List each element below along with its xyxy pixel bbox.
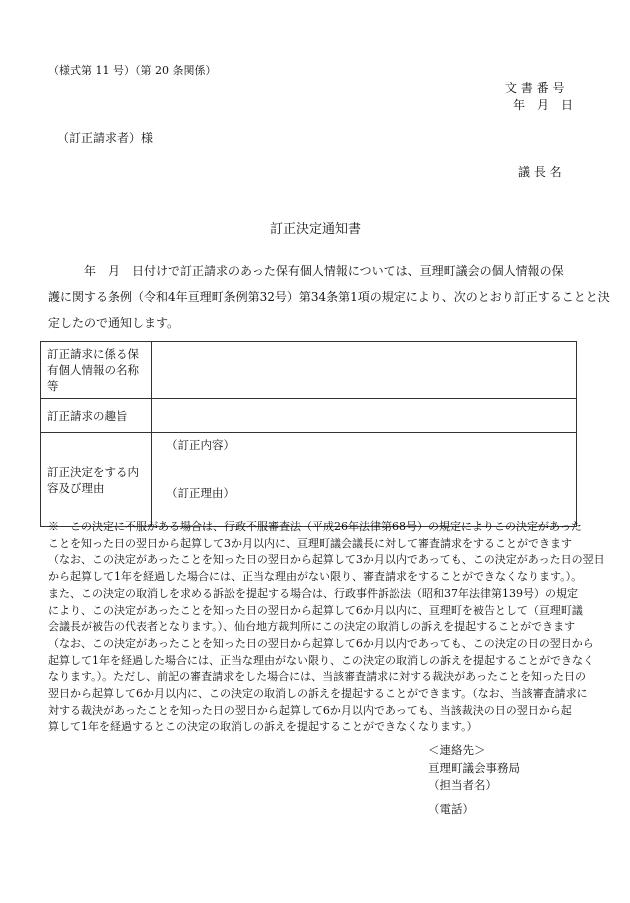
notice-line: 翌日から起算して6か月以内に、この決定の取消しの訴えを提起することができます。（なお、当該審査請求に — [48, 687, 588, 701]
notice-line: （なお、この決定があったことを知った日の翌日から起算して6か月以内であっても、この決定の日の翌日から — [48, 636, 594, 650]
label-line: 訂正決定をする内 — [47, 464, 139, 479]
correction-reason-label: （訂正理由） — [166, 486, 235, 500]
label-line: 有個人情報の名称 — [47, 363, 139, 377]
notice-line: から起算して1年を経過した場合には、正当な理由がない限り、審査請求をすることができなくなります。）。 — [48, 570, 583, 584]
intro-line: 護に関する条例（令和4年亘理町条例第32号）第34条第1項の規定により、次のとおり訂正することと決 — [48, 290, 610, 304]
notice-line: 起算して1年を経過した場合には、正当な理由がない限り、この決定の取消しの訴えを提起することができなく — [48, 653, 594, 667]
notice-line: また、この決定の取消しを求める訴訟を提起する場合は、行政事件訴訟法（昭和37年法律第139号）の規定 — [48, 586, 578, 600]
table-row — [41, 342, 577, 399]
row-value-info-name — [152, 342, 577, 399]
row-value-purpose — [152, 399, 577, 433]
notice-line: なります。）。ただし、前記の審査請求をした場合には、当該審査請求に対する裁決があったことを知った日の — [48, 670, 587, 684]
document-date: 年 月 日 — [513, 98, 574, 112]
document-number: 文 書 番 号 — [505, 81, 565, 95]
intro-line: 年 月 日付けで訂正請求のあった保有個人情報については、亘理町議会の個人情報の保 — [48, 264, 564, 278]
correction-content-label: （訂正内容） — [166, 438, 235, 452]
row-value-decision — [152, 433, 577, 527]
label-line: 訂正請求に係る保 — [47, 347, 139, 361]
table-row — [41, 399, 577, 433]
row-label-info-name — [41, 342, 152, 399]
intro-paragraph — [48, 258, 610, 336]
row-label-purpose: 訂正請求の趣旨 — [41, 399, 152, 433]
contact-person: （担当者名） — [428, 778, 497, 792]
contact-office: 亘理町議会事務局 — [428, 761, 520, 775]
recipient-name: （訂正請求者）様 — [57, 131, 154, 145]
notice-line: ことを知った日の翌日から起算して3か月以内に、亘理町議会議長に対して審査請求をすることができます — [48, 536, 572, 550]
notice-line: ※ この決定に不服がある場合は、行政不服審査法（平成26年法律第68号）の規定によりこの決定があった — [48, 520, 582, 533]
notice-line: 対する裁決があったことを知った日の翌日から起算して6か月以内であっても、当該裁決の日の翌日から起 — [48, 703, 572, 717]
row-label-decision — [41, 433, 152, 527]
appeal-notice — [48, 519, 605, 736]
form-number: （様式第 11 号）（第 20 条関係） — [48, 64, 217, 77]
label-line: 容及び理由 — [47, 480, 105, 495]
sender-name: 議 長 名 — [518, 165, 562, 179]
notice-line: 算して1年を経過するとこの決定の取消しの訴えを提起することができなくなります。） — [48, 720, 478, 734]
label-line: 等 — [47, 379, 59, 393]
table-row — [41, 433, 577, 527]
intro-line: 定したので通知します。 — [48, 316, 180, 330]
notice-line: により、この決定があったことを知った日の翌日から起算して6か月以内に、亘理町を被告として（亘理町議 — [48, 603, 583, 617]
notice-line: 会議長が被告の代表者となります。）、仙台地方裁判所にこの決定の取消しの訴えを提起することができます — [48, 620, 576, 634]
notice-line: （なお、この決定があったことを知った日の翌日から起算して3か月以内であっても、この決定があった日の翌日 — [48, 553, 605, 567]
contact-label: ＜連絡先＞ — [428, 743, 486, 757]
correction-table — [40, 341, 577, 527]
contact-phone: （電話） — [428, 802, 474, 816]
document-title: 訂正決定通知書 — [270, 222, 362, 237]
